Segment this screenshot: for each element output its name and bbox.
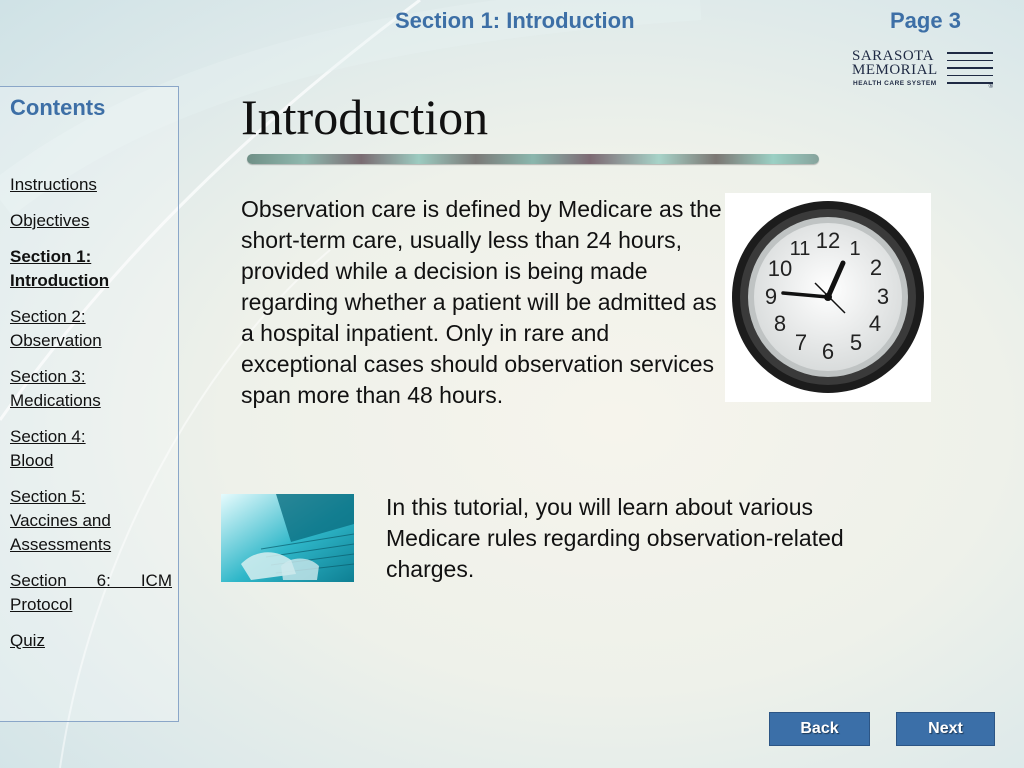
- svg-text:12: 12: [815, 228, 841, 253]
- nav-link-section-6[interactable]: Section 6: ICM Protocol: [10, 571, 172, 614]
- svg-text:6: 6: [821, 339, 835, 364]
- clock-icon: [725, 193, 931, 402]
- svg-text:2: 2: [869, 255, 883, 280]
- page-title: Introduction: [241, 89, 489, 145]
- contents-nav: [10, 173, 172, 665]
- svg-text:4: 4: [868, 311, 882, 336]
- svg-text:11: 11: [789, 238, 811, 260]
- laptop-icon: [221, 494, 354, 582]
- logo-registered-mark: ®: [988, 84, 993, 90]
- nav-link-quiz[interactable]: Quiz: [10, 631, 45, 650]
- section-header-title: Section 1: Introduction: [395, 8, 635, 33]
- svg-text:9: 9: [764, 284, 778, 309]
- logo-line-3: HEALTH CARE SYSTEM: [853, 80, 937, 87]
- nav-link-section-3[interactable]: Section 3: Medications: [10, 367, 101, 410]
- svg-text:7: 7: [794, 330, 808, 355]
- nav-link-objectives[interactable]: Objectives: [10, 211, 90, 230]
- svg-text:5: 5: [849, 330, 863, 355]
- logo-lines-mark: [947, 52, 993, 84]
- contents-title: Contents: [10, 95, 106, 120]
- nav-link-section-4[interactable]: Section 4: Blood: [10, 427, 86, 470]
- tutorial-paragraph: In this tutorial, you will learn about various Medicare rules regarding observation-related charges.: [386, 494, 844, 582]
- svg-text:3: 3: [876, 284, 890, 309]
- nav-link-instructions[interactable]: Instructions: [10, 175, 97, 194]
- wall-clock-image: [725, 193, 931, 402]
- svg-text:1: 1: [849, 238, 861, 260]
- svg-text:8: 8: [773, 311, 787, 336]
- intro-paragraph: Observation care is defined by Medicare as the short-term care, usually less than 24 hours, provided while a decision is being made regarding whether a patient will be admitted as a hospital inpatient. Only in rare and exceptional cases should observation services span more than 48 hours.: [241, 196, 722, 408]
- next-button[interactable]: Next: [896, 712, 995, 746]
- svg-text:10: 10: [767, 256, 793, 281]
- nav-link-section-1[interactable]: Section 1: Introduction: [10, 247, 110, 290]
- page-number: Page 3: [890, 8, 961, 33]
- contents-sidebar: [0, 86, 179, 722]
- title-decorative-bar: [247, 154, 819, 164]
- logo-line-1: SARASOTA: [852, 48, 934, 64]
- nav-link-section-5[interactable]: Section 5: Vaccines and Assessments: [10, 487, 112, 554]
- logo-line-2: MEMORIAL: [852, 62, 938, 78]
- sarasota-memorial-logo: [852, 48, 994, 90]
- laptop-typing-image: [221, 494, 354, 582]
- nav-link-section-2[interactable]: Section 2: Observation: [10, 307, 102, 350]
- back-button[interactable]: Back: [769, 712, 870, 746]
